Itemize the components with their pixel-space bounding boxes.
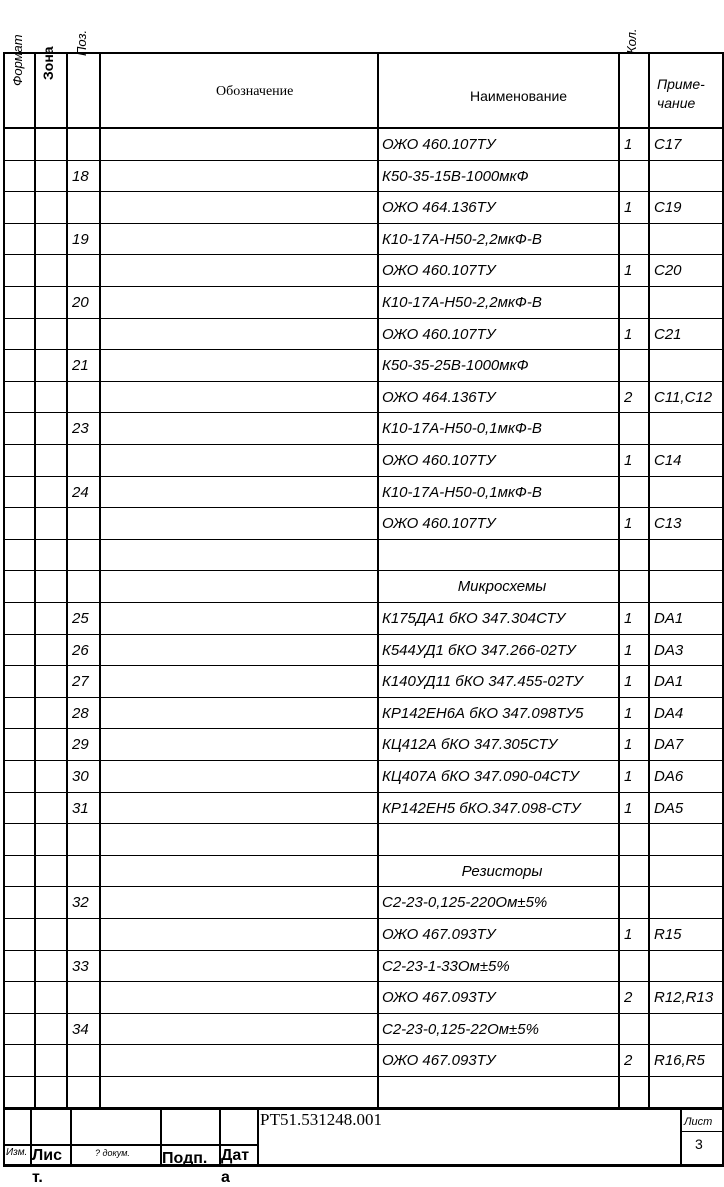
table-row — [4, 413, 724, 444]
name-cell: ОЖО 467.093ТУ — [382, 926, 496, 943]
note-cell: DA1 — [654, 673, 684, 691]
position-cell — [72, 445, 100, 476]
position-cell: 28 — [72, 704, 89, 722]
table-row — [4, 729, 724, 760]
note-cell: С11,С12 — [654, 388, 713, 406]
tb-date-a: Дат — [221, 1147, 250, 1164]
position-cell — [72, 540, 100, 571]
name-cell: К10-17А-Н50-0,1мкФ-В — [382, 483, 542, 501]
quantity-cell: 1 — [624, 452, 633, 469]
quantity-cell: 1 — [624, 262, 633, 280]
position-cell — [72, 856, 100, 887]
tb-sheet-label: Лист — [684, 1116, 713, 1128]
quantity-cell: 1 — [624, 199, 633, 217]
position-cell — [72, 1045, 100, 1076]
quantity-cell: 1 — [624, 704, 633, 722]
name-cell: С2-23-1-33Ом±5% — [382, 957, 510, 975]
note-cell: DA5 — [654, 799, 684, 817]
position-cell — [72, 129, 100, 160]
table-row — [4, 793, 724, 824]
table-row — [4, 887, 724, 918]
position-cell — [72, 382, 100, 413]
name-cell — [382, 540, 622, 571]
header-note-line2: чание — [657, 95, 696, 111]
table-row — [4, 445, 724, 476]
document-code: РТ51.531248.001 — [260, 1110, 383, 1129]
position-cell — [72, 508, 100, 539]
section-row — [4, 571, 724, 602]
note-cell — [654, 287, 724, 318]
position-cell — [72, 192, 100, 223]
name-cell: К10-17А-Н50-2,2мкФ-В — [382, 230, 542, 248]
note-cell — [654, 887, 724, 918]
note-cell — [654, 951, 724, 982]
quantity-cell — [624, 951, 650, 982]
name-cell: ОЖО 464.136ТУ — [382, 388, 496, 406]
tb-div-sheet — [680, 1108, 682, 1166]
name-cell: ОЖО 467.093ТУ — [382, 989, 496, 1007]
name-cell: К175ДА1 бКО 347.304СТУ — [382, 610, 566, 627]
note-cell: R12,R13 — [654, 989, 714, 1007]
table-row — [4, 1077, 724, 1108]
name-cell: К50-35-15В-1000мкФ — [382, 167, 529, 185]
quantity-cell — [624, 887, 650, 918]
name-cell: ОЖО 467.093ТУ — [382, 1052, 496, 1070]
note-cell — [654, 224, 724, 255]
quantity-cell: 2 — [624, 388, 633, 406]
note-cell — [654, 571, 724, 602]
quantity-cell — [624, 477, 650, 508]
quantity-cell: 1 — [624, 515, 633, 533]
tb-sheet-number: 3 — [695, 1136, 703, 1152]
tb-list-a: Лис — [32, 1147, 62, 1164]
name-cell: К10-17А-Н50-2,2мкФ-В — [382, 294, 542, 311]
note-cell: С21 — [654, 325, 682, 343]
name-cell: ОЖО 460.107ТУ — [382, 136, 496, 153]
name-cell: ОЖО 460.107ТУ — [382, 452, 496, 469]
quantity-cell: 1 — [624, 136, 633, 153]
section-title: Микросхемы — [457, 578, 547, 596]
table-row — [4, 1045, 724, 1076]
note-cell — [654, 856, 724, 887]
table-row — [4, 540, 724, 571]
tb-doc: ? докум. — [95, 1148, 130, 1158]
table-row — [4, 635, 724, 666]
name-cell: ОЖО 460.107ТУ — [382, 515, 496, 533]
quantity-cell: 1 — [624, 799, 633, 817]
name-cell: КР142ЕН5 бКО.347.098-СТУ — [382, 799, 581, 817]
note-cell: С20 — [654, 262, 682, 280]
quantity-cell — [624, 824, 650, 855]
name-cell: КЦ407А бКО 347.090-04СТУ — [382, 768, 579, 785]
name-cell: К10-17А-Н50-0,1мкФ-В — [382, 420, 542, 438]
quantity-cell: 1 — [624, 673, 633, 691]
table-row — [4, 603, 724, 634]
note-cell: DA7 — [654, 736, 684, 754]
tb-sign: Подп. — [162, 1150, 208, 1167]
position-cell: 33 — [72, 957, 89, 975]
table-row — [4, 951, 724, 982]
quantity-cell — [624, 856, 650, 887]
position-cell: 34 — [72, 1020, 89, 1038]
table-row — [4, 508, 724, 539]
quantity-cell — [624, 287, 650, 318]
name-cell: ОЖО 460.107ТУ — [382, 262, 496, 280]
note-cell — [654, 350, 724, 381]
header-top-line — [3, 52, 724, 54]
tb-date-b: а — [221, 1169, 230, 1186]
position-cell — [72, 1077, 100, 1108]
header-pos: Поз. — [74, 29, 89, 56]
name-cell — [382, 1077, 622, 1108]
quantity-cell: 1 — [624, 736, 633, 754]
header-name: Наименование — [470, 88, 568, 104]
position-cell: 32 — [72, 894, 89, 912]
position-cell — [72, 319, 100, 350]
note-cell — [654, 477, 724, 508]
name-cell: КЦ412А бКО 347.305СТУ — [382, 736, 558, 754]
table-row — [4, 192, 724, 223]
note-cell: С19 — [654, 199, 682, 217]
note-cell — [654, 1014, 724, 1045]
note-cell: R15 — [654, 926, 682, 943]
note-cell — [654, 824, 724, 855]
note-cell: R16,R5 — [654, 1052, 705, 1070]
table-row — [4, 666, 724, 697]
position-cell: 24 — [72, 483, 89, 501]
quantity-cell: 2 — [624, 989, 633, 1007]
name-cell: К50-35-25В-1000мкФ — [382, 357, 529, 375]
position-cell — [72, 919, 100, 950]
position-cell: 26 — [72, 641, 89, 659]
name-cell: КР142ЕН6А бКО 347.098ТУ5 — [382, 704, 584, 722]
quantity-cell: 1 — [624, 641, 633, 659]
quantity-cell — [624, 540, 650, 571]
note-cell: С17 — [654, 136, 682, 153]
name-cell: ОЖО 460.107ТУ — [382, 325, 496, 343]
name-cell: К544УД1 бКО 347.266-02ТУ — [382, 641, 576, 659]
quantity-cell — [624, 1014, 650, 1045]
position-cell: 21 — [72, 357, 89, 375]
note-cell — [654, 161, 724, 192]
table-row — [4, 224, 724, 255]
note-cell: DA1 — [654, 610, 684, 627]
titleblock-bottom-line — [3, 1164, 724, 1167]
header-designation: Обозначение — [216, 84, 294, 99]
quantity-cell: 1 — [624, 768, 633, 785]
table-row — [4, 382, 724, 413]
table-row — [4, 161, 724, 192]
tb-list-b: т. — [32, 1169, 43, 1186]
quantity-cell — [624, 413, 650, 444]
tb-sheet-line — [680, 1131, 724, 1132]
table-row — [4, 824, 724, 855]
table-row — [4, 1014, 724, 1045]
table-row — [4, 982, 724, 1013]
header-format: Формат — [10, 34, 25, 86]
note-cell: DA4 — [654, 704, 684, 722]
header-zone: Зона — [40, 46, 56, 80]
note-cell: DA3 — [654, 641, 684, 659]
quantity-cell: 2 — [624, 1052, 633, 1070]
note-cell — [654, 1077, 724, 1108]
quantity-cell — [624, 161, 650, 192]
note-cell: С13 — [654, 515, 682, 533]
section-title: Резисторы — [461, 862, 543, 880]
name-cell: К140УД11 бКО 347.455-02ТУ — [382, 673, 583, 691]
table-row — [4, 350, 724, 381]
quantity-cell: 1 — [624, 610, 633, 627]
note-cell: С14 — [654, 452, 682, 469]
quantity-cell — [624, 350, 650, 381]
note-cell — [654, 413, 724, 444]
tb-izm: Изм. — [6, 1147, 28, 1158]
tb-div-5 — [257, 1108, 259, 1166]
table-row — [4, 255, 724, 286]
table-row — [4, 287, 724, 318]
position-cell: 31 — [72, 799, 89, 817]
position-cell: 27 — [72, 673, 89, 691]
position-cell: 19 — [72, 230, 89, 248]
table-row — [4, 761, 724, 792]
position-cell — [72, 824, 100, 855]
position-cell: 23 — [72, 420, 89, 438]
note-cell — [654, 540, 724, 571]
name-cell — [382, 824, 622, 855]
header-note-line1: Приме- — [657, 76, 705, 92]
section-row — [4, 856, 724, 887]
table-row — [4, 919, 724, 950]
position-cell: 29 — [72, 736, 89, 754]
position-cell: 20 — [72, 294, 89, 311]
position-cell — [72, 255, 100, 286]
table-row — [4, 698, 724, 729]
position-cell — [72, 571, 100, 602]
name-cell: ОЖО 464.136ТУ — [382, 199, 496, 217]
position-cell — [72, 982, 100, 1013]
table-row — [4, 319, 724, 350]
position-cell: 18 — [72, 167, 89, 185]
quantity-cell: 1 — [624, 325, 633, 343]
quantity-cell — [624, 1077, 650, 1108]
table-row — [4, 129, 724, 160]
tb-div-2 — [70, 1108, 72, 1166]
position-cell: 30 — [72, 768, 89, 785]
header-qty: Кол. — [624, 28, 639, 54]
name-cell: С2-23-0,125-22Ом±5% — [382, 1020, 539, 1038]
name-cell: С2-23-0,125-220Ом±5% — [382, 894, 548, 912]
quantity-cell: 1 — [624, 926, 633, 943]
position-cell: 25 — [72, 610, 89, 627]
note-cell: DA6 — [654, 768, 684, 785]
quantity-cell — [624, 571, 650, 602]
quantity-cell — [624, 224, 650, 255]
table-row — [4, 477, 724, 508]
